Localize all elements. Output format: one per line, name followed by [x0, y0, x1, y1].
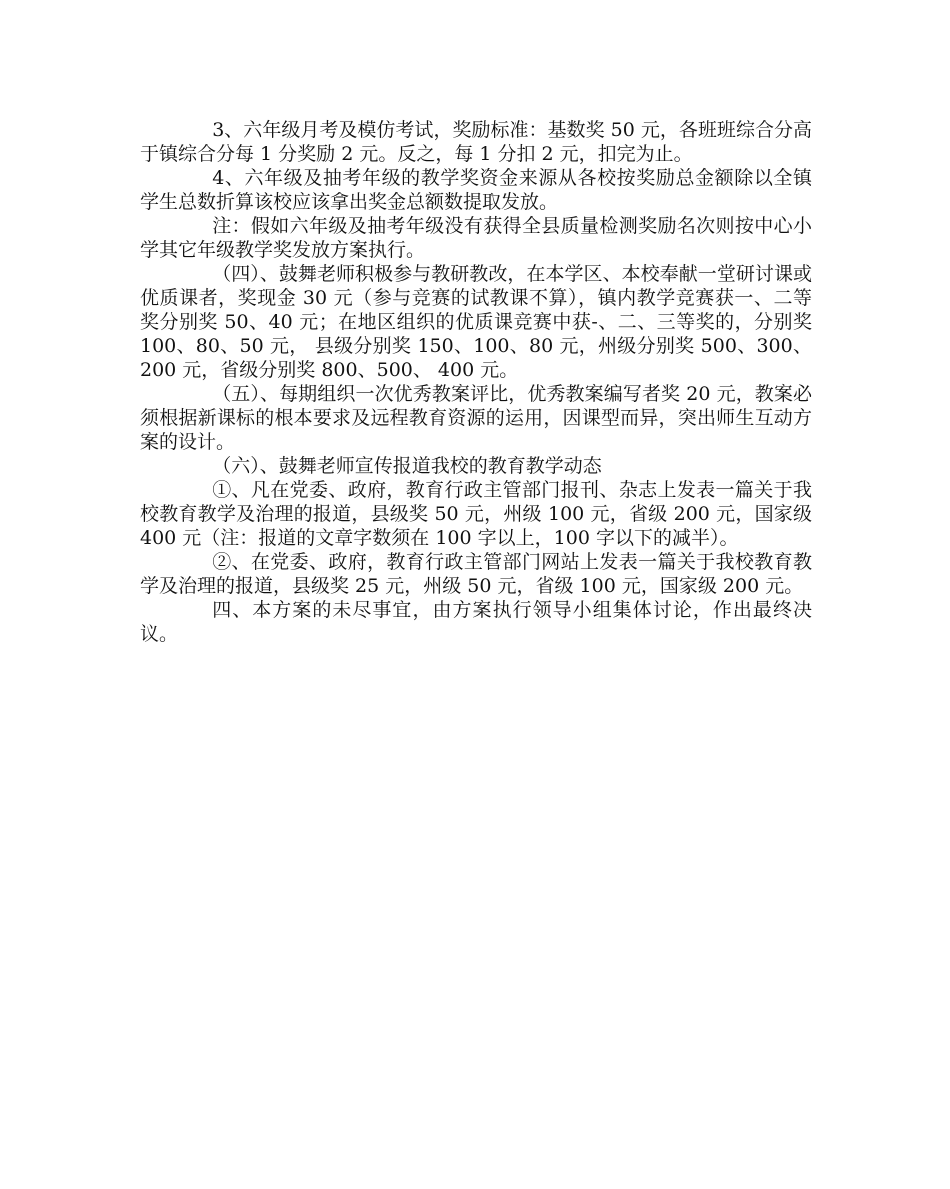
- paragraph-section-5: （五）、每期组织一次优秀教案评比，优秀教案编写者奖 20 元，教案必须根据新课标的根本要求及远程教育资源的运用，因课型而异，突出师生互动方案的设计。: [140, 383, 812, 453]
- document-body: [140, 118, 812, 646]
- paragraph-item-3: 3、六年级月考及模仿考试，奖励标准：基数奖 50 元，各班班综合分高于镇综合分每 1 分奖励 2 元。反之，每 1 分扣 2 元，扣完为止。: [140, 119, 812, 165]
- paragraph-section-6-heading: （六）、鼓舞老师宣传报道我校的教育教学动态: [212, 455, 602, 477]
- paragraph-note: 注：假如六年级及抽考年级没有获得全县质量检测奖励名次则按中心小学其它年级教学奖发放方案执行。: [140, 215, 812, 261]
- paragraph-item-4: 4、六年级及抽考年级的教学奖资金来源从各校按奖励总金额除以全镇学生总数折算该校应该拿出奖金总额数提取发放。: [140, 167, 812, 213]
- paragraph-section-4: （四）、鼓舞老师积极参与教研教改，在本学区、本校奉献一堂研讨课或优质课者，奖现金 30 元（参与竞赛的试教课不算），镇内教学竞赛获一、二等奖分别奖 50、40 元；在地区组织的优质课竞赛中获-、二、三等奖的，分别奖 100、80、50 元， 县级分别奖 150、100、80 元，州级分别奖 500、300、200 元，省级分别奖 800、500、 400 元。: [140, 263, 812, 381]
- paragraph-section-6-item-1: ①、凡在党委、政府，教育行政主管部门报刊、杂志上发表一篇关于我校教育教学及治理的报道，县级奖 50 元，州级 100 元，省级 200 元，国家级 400 元（注：报道的文章字数须在 100 字以上，100 字以下的减半）。: [140, 479, 812, 549]
- paragraph-section-6-item-2: ②、在党委、政府，教育行政主管部门网站上发表一篇关于我校教育教学及治理的报道，县级奖 25 元，州级 50 元，省级 100 元，国家级 200 元。: [140, 551, 812, 597]
- paragraph-closing: 四、本方案的未尽事宜，由方案执行领导小组集体讨论，作出最终决议。: [140, 599, 812, 645]
